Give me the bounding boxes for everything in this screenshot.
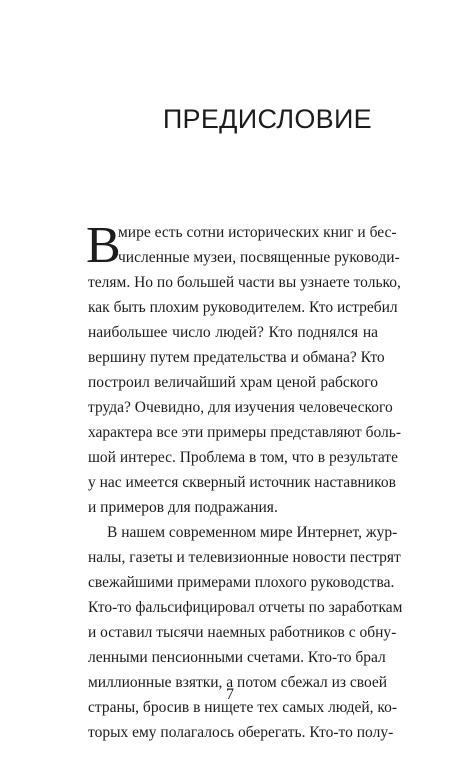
text-line: свежайшими примерами плохого руководства. — [88, 574, 395, 591]
text-line: Кто-то фальсифицировал отчеты по заработкам — [88, 599, 403, 616]
text-line: построил величайший храм ценой рабского — [88, 374, 378, 391]
text-line: В нашем современном мире Интернет, жур- — [107, 524, 398, 541]
text-line: торых ему полагалось оберегать. Кто-то полу- — [88, 724, 394, 741]
text-line: характера все эти примеры представляют боль- — [88, 424, 401, 441]
text-line: телям. Но по большей части вы узнаете только, — [88, 274, 401, 291]
text-line: страны, бросив в нищете тех самых людей, ко- — [88, 699, 398, 716]
text-line: шой интерес. Проблема в том, что в результате — [88, 449, 398, 466]
chapter-title: ПРЕДИСЛОВИЕ — [162, 104, 372, 134]
body-text — [86, 217, 403, 745]
text-line: численные музеи, посвященные руководи- — [118, 249, 400, 266]
text-line: мире есть сотни исторических книг и бес- — [118, 224, 397, 241]
text-line: налы, газеты и телевизионные новости пестрят — [88, 549, 401, 566]
text-line: труда? Очевидно, для изучения человеческого — [88, 399, 393, 416]
text-line: как быть плохим руководителем. Кто истребил — [88, 299, 398, 316]
page-number: 7 — [226, 686, 234, 703]
text-line: и оставил тысячи наемных работников с обну- — [88, 624, 397, 641]
drop-cap: В — [86, 217, 121, 274]
text-line: и примеров для подражания. — [88, 499, 278, 516]
text-line: ленными пенсионными счетами. Кто-то брал — [88, 649, 386, 666]
text-line: миллионные взятки, а потом сбежал из своей — [88, 674, 388, 691]
text-line: у нас имеется скверный источник наставников — [88, 474, 396, 491]
text-line: вершину путем предательства и обмана? Кто — [88, 349, 385, 366]
text-line: наибольшее число людей? Кто поднялся на — [88, 324, 378, 341]
